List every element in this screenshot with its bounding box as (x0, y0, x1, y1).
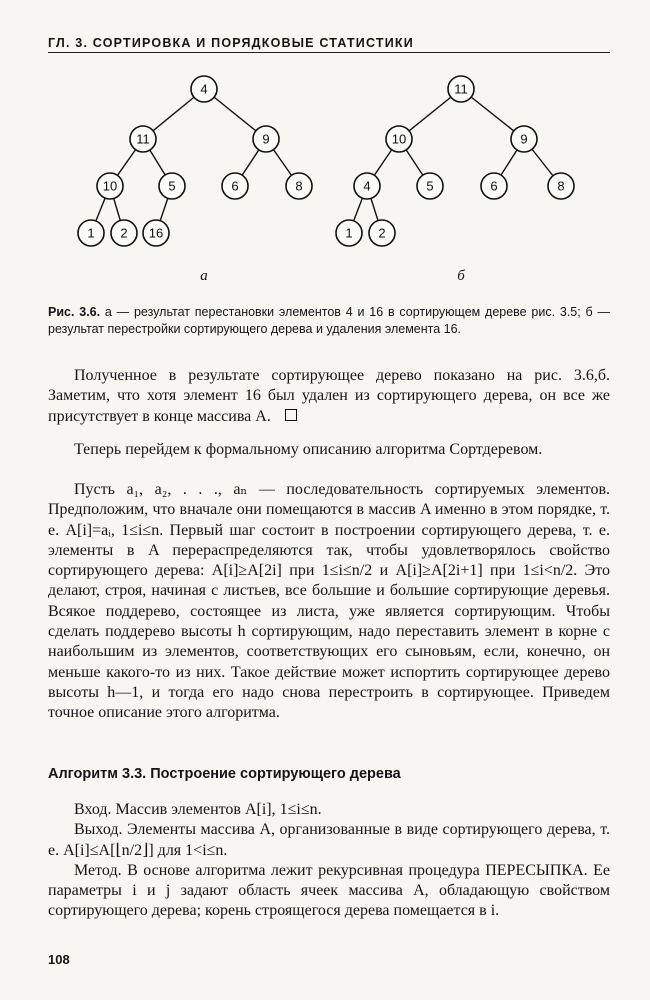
node-label: 2 (378, 225, 386, 241)
paragraph-result (48, 366, 610, 427)
tree-node (78, 220, 104, 246)
paragraph-intro (48, 440, 610, 460)
tree-node (417, 173, 443, 199)
caption-text: а — результат перестановки элементов 4 и 16 в сортирующем дереве рис. 3.5; б — результат перестройки сортирующего дерева и удаления элемента 16. (48, 305, 610, 336)
subfigure-label-a: а (200, 268, 208, 284)
node-label: 11 (454, 81, 468, 97)
algorithm-body (48, 800, 610, 922)
node-label: 6 (231, 178, 239, 194)
paragraph-description (48, 480, 610, 724)
node-label: 4 (363, 178, 371, 194)
node-label: 1 (345, 225, 353, 241)
subfigure-label-b: б (457, 268, 465, 284)
tree-node (286, 173, 312, 199)
tree-node (222, 173, 248, 199)
figure-caption (48, 304, 610, 338)
algorithm-input: Вход. Массив элементов A[i], 1≤i≤n. (74, 801, 322, 818)
tree-b (336, 76, 574, 284)
paragraph-text: Теперь перейдем к формальному описанию алгоритма Сортдеревом. (74, 441, 543, 458)
tree-node (253, 126, 279, 152)
node-label: 10 (102, 178, 118, 194)
node-label: 5 (168, 178, 176, 194)
node-label: 5 (426, 178, 434, 194)
tree-node (159, 173, 185, 199)
node-label: 6 (490, 178, 498, 194)
node-label: 1 (87, 225, 95, 241)
qed-box-icon (285, 409, 297, 421)
node-label: 8 (557, 178, 565, 194)
tree-node (354, 173, 380, 199)
tree-node (511, 126, 537, 152)
caption-label: Рис. 3.6. (48, 305, 101, 319)
tree-node (130, 126, 156, 152)
tree-node (369, 220, 395, 246)
tree-node (97, 173, 123, 199)
algorithm-method: Метод. В основе алгоритма лежит рекурсивная процедура ПЕРЕСЫПКА. Ее параметры i и j задают область ячеек массива A, обладающую свойством сортирующего дерева; корень строящегося дерева помещается в i. (48, 861, 610, 920)
paragraph-text: Пусть a₁, a₂, . . ., aₙ — последовательность сортируемых элементов. Предположим, что вначале они помещаются в массив A именно в этом порядке, т. е. A[i]=aᵢ, 1≤i≤n. Первый шаг состоит в построении сортирующего дерева, т. е. элементы в A перераспределяются так, чтобы удовлетворялось свойство сортирующего дерева: A[i]≥A[2i] при 1≤i≤n/2 и A[i]≥A[2i+1] при 1≤i<n/2. Это делают, строя, начиная с листьев, все большие и большие сортирующие деревья. Всякое поддерево, состоящее из листа, уже является сортирующим. Чтобы сделать поддерево высоты h сортирующим, надо переставить элемент в корне с наибольшим из элементов, соответствующих его сыновьям, если, конечно, он меньше какого-то из них. Такое действие может испортить сортирующее дерево высоты h—1, и тогда его надо снова перестроить в сортирующее. Приведем точное описание этого алгоритма. (48, 481, 610, 722)
figure-3-6 (0, 60, 650, 290)
tree-node (448, 76, 474, 102)
tree-node (191, 76, 217, 102)
algorithm-heading: Алгоритм 3.3. Построение сортирующего дерева (48, 766, 401, 782)
algorithm-output: Выход. Элементы массива A, организованные в виде сортирующего дерева, т. е. A[i]≤A[⌊n/2⌋] для 1<i≤n. (48, 821, 610, 859)
node-label: 8 (295, 178, 303, 194)
node-label: 11 (136, 131, 150, 147)
tree-node (386, 126, 412, 152)
tree-node (548, 173, 574, 199)
node-label: 9 (262, 131, 270, 147)
tree-node (481, 173, 507, 199)
node-label: 9 (520, 131, 528, 147)
page-number: 108 (48, 952, 70, 967)
node-label: 2 (120, 225, 128, 241)
node-label: 10 (391, 131, 407, 147)
node-label: 4 (200, 81, 208, 97)
tree-node (336, 220, 362, 246)
tree-a (78, 76, 312, 284)
running-head: ГЛ. 3. СОРТИРОВКА И ПОРЯДКОВЫЕ СТАТИСТИКИ (48, 36, 610, 53)
paragraph-text: Полученное в результате сортирующее дерево показано на рис. 3.6,б. Заметим, что хотя элемент 16 был удален из сортирующего дерева, он все же присутствует в конце массива A. (48, 367, 610, 425)
node-label: 16 (148, 225, 164, 241)
tree-node (143, 220, 169, 246)
tree-node (111, 220, 137, 246)
